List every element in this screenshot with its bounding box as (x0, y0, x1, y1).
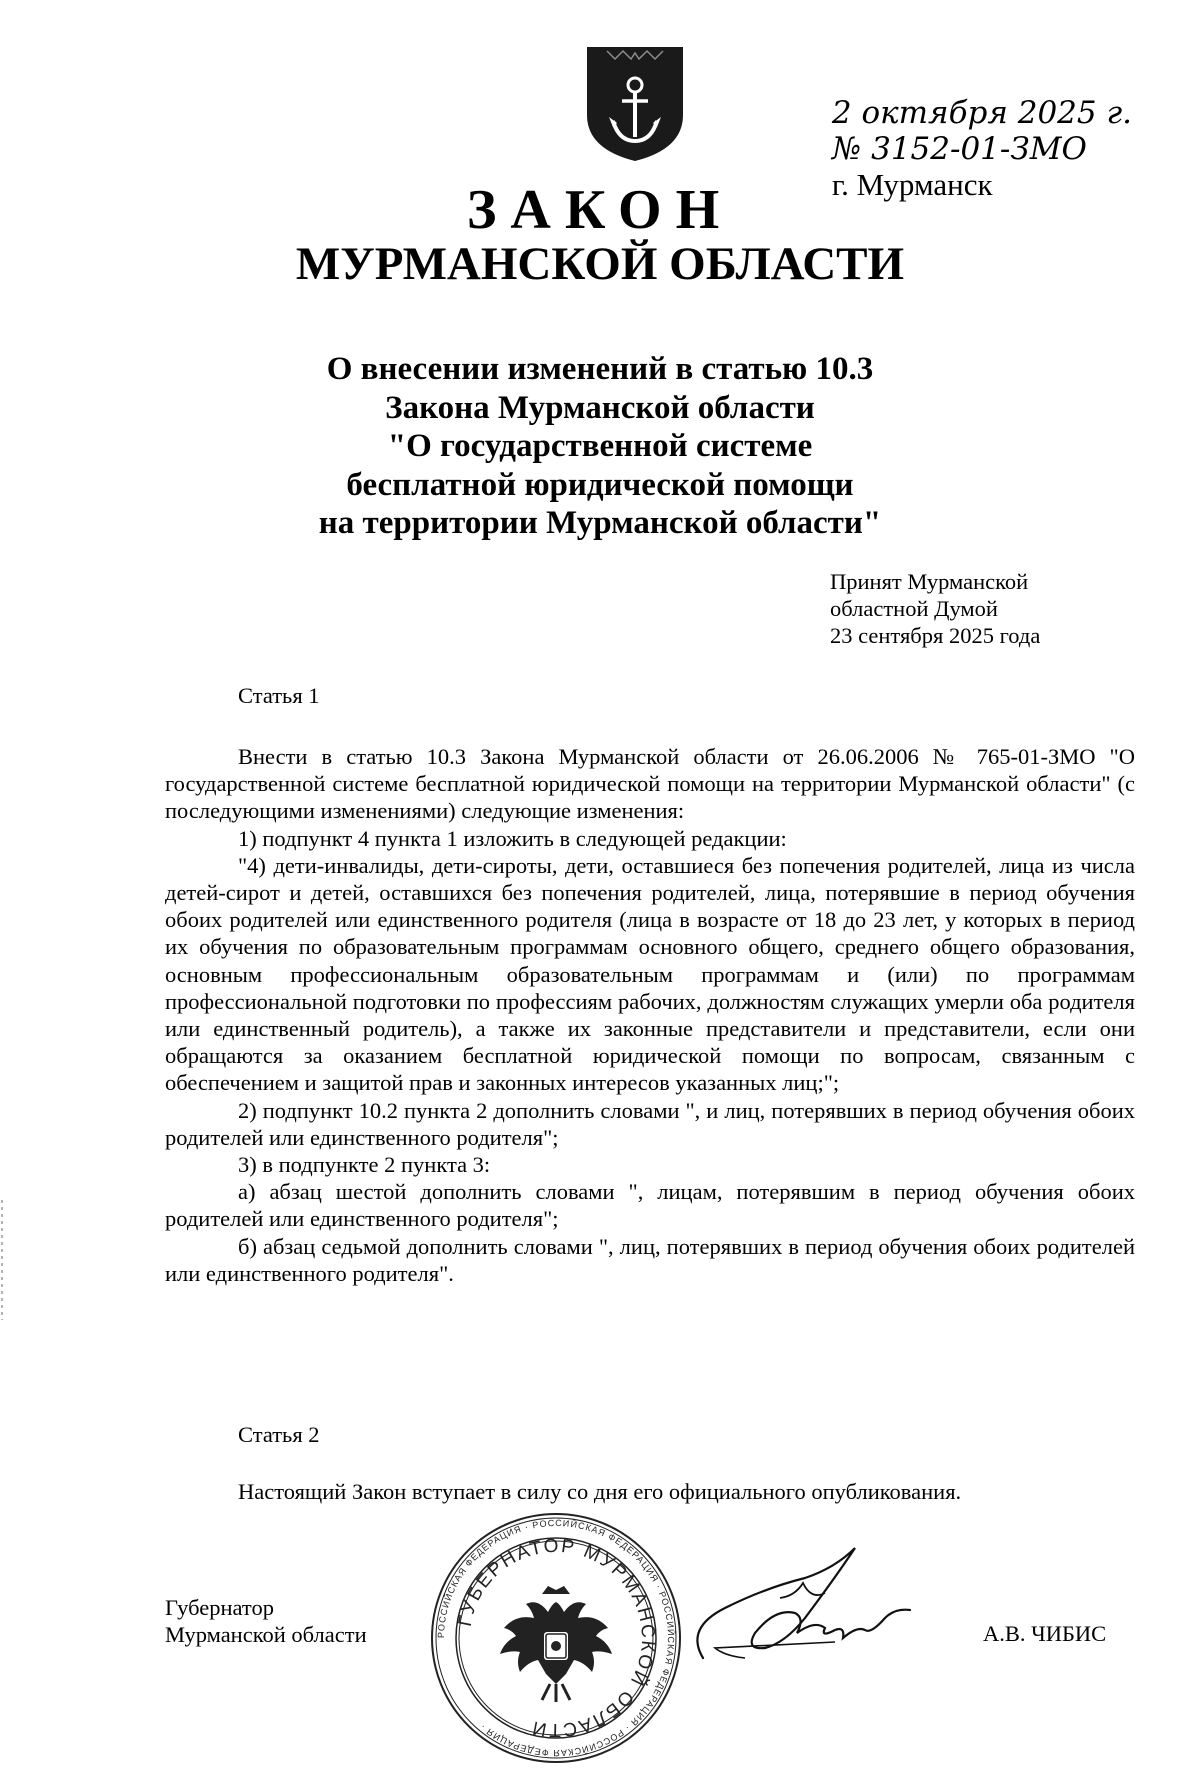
article-paragraph: б) абзац седьмой дополнить словами ", лиц, потерявших в период обучения обоих родителей или единственного родителя". (165, 1233, 1135, 1286)
article-1-body (165, 743, 1135, 1287)
official-seal-icon (430, 1512, 682, 1764)
law-subject (0, 350, 1200, 543)
article-paragraph: 3) в подпункте 2 пункта 3: (238, 1152, 491, 1178)
scan-margin-marks (0, 1200, 6, 1320)
signatory-name: А.В. ЧИБИС (983, 1621, 1107, 1646)
article-paragraph: 1) подпункт 4 пункта 1 изложить в следующей редакции: (238, 825, 787, 851)
article-paragraph: 2) подпункт 10.2 пункта 2 дополнить словами ", и лиц, потерявших в период обучения обоих родителей или единственного родителя"; (165, 1097, 1135, 1150)
article-2-body (165, 1478, 1135, 1505)
law-subject-line: на территории Мурманской области" (318, 505, 882, 541)
law-subject-line: Закона Мурманской области (385, 389, 815, 426)
document-city: г. Мурманск (831, 167, 993, 202)
article-paragraph: Настоящий Закон вступает в силу со дня его официального опубликования. (238, 1479, 962, 1504)
article-paragraph: "4) дети-инвалиды, дети-сироты, дети, оставшиеся без попечения родителей, лица из числа детей-сирот и детей, оставшихся без попечения родителей, лица, потерявшие в период обучения обоих родителей или единственного родителя (лица в возрасте от 18 до 23 лет, у которых в период их обучения по образовательным программам основного общего, среднего общего образования, основным профессиональным образовательным программам и (или) по программам профессиональной подготовки по профессиям рабочих, должностям служащих умерли оба родителя или единственный родитель), а также их законные представители и представители, если они обращаются за оказанием бесплатной юридической помощи по вопросам, связанным с обеспечением и защитой прав и законных интересов указанных лиц;"; (165, 852, 1135, 1096)
law-subject-line: бесплатной юридической помощи (346, 466, 854, 503)
adoption-note-line: областной Думой (830, 596, 998, 621)
document-number: № 3152-01-ЗМО (831, 131, 1087, 167)
document-date: 2 октября 2025 г. (831, 95, 1132, 131)
article-1-heading: Статья 1 (238, 683, 320, 708)
document-title-region: МУРМАНСКОЙ ОБЛАСТИ (295, 238, 905, 290)
law-subject-line: О внесении изменений в статью 10.3 (326, 351, 874, 387)
signature-icon (685, 1538, 925, 1678)
adoption-note (830, 568, 1040, 649)
adoption-note-line: Принят Мурманской (830, 569, 1029, 594)
svg-text:РОССИЙСКАЯ ФЕДЕРАЦИЯ · РОССИЙС: РОССИЙСКАЯ ФЕДЕРАЦИЯ · РОССИЙСКАЯ ФЕДЕРАЦИЯ · РОССИЙСКАЯ ФЕДЕРАЦИЯ · РОССИЙСКАЯ ФЕДЕРАЦИЯ · (435, 1517, 677, 1759)
signatory-position (165, 1594, 367, 1648)
signatory-region: Мурманской области (165, 1622, 367, 1647)
coat-of-arms-icon (585, 45, 685, 163)
svg-text:ГУБЕРНАТОР МУРМАНСКОЙ ОБЛАСТ: ГУБЕРНАТОР МУРМАНСКОЙ ОБЛАСТИ (454, 1535, 659, 1741)
law-subject-line: "О государственной системе (387, 428, 813, 464)
signatory-title: Губернатор (165, 1595, 274, 1620)
article-paragraph: а) абзац шестой дополнить словами ", лицам, потерявшим в период обучения обоих родителей или единственного родителя"; (165, 1179, 1135, 1232)
article-2-heading: Статья 2 (238, 1422, 320, 1447)
article-paragraph: Внести в статью 10.3 Закона Мурманской области от 26.06.2006 № 765-01-ЗМО "О государственной системе бесплатной юридической помощи на территории Мурманской области" (с последующими изменениями) следующие изменения: (165, 744, 1135, 824)
adoption-date: 23 сентября 2025 года (830, 623, 1041, 648)
document-title: ЗАКОН (466, 179, 734, 241)
